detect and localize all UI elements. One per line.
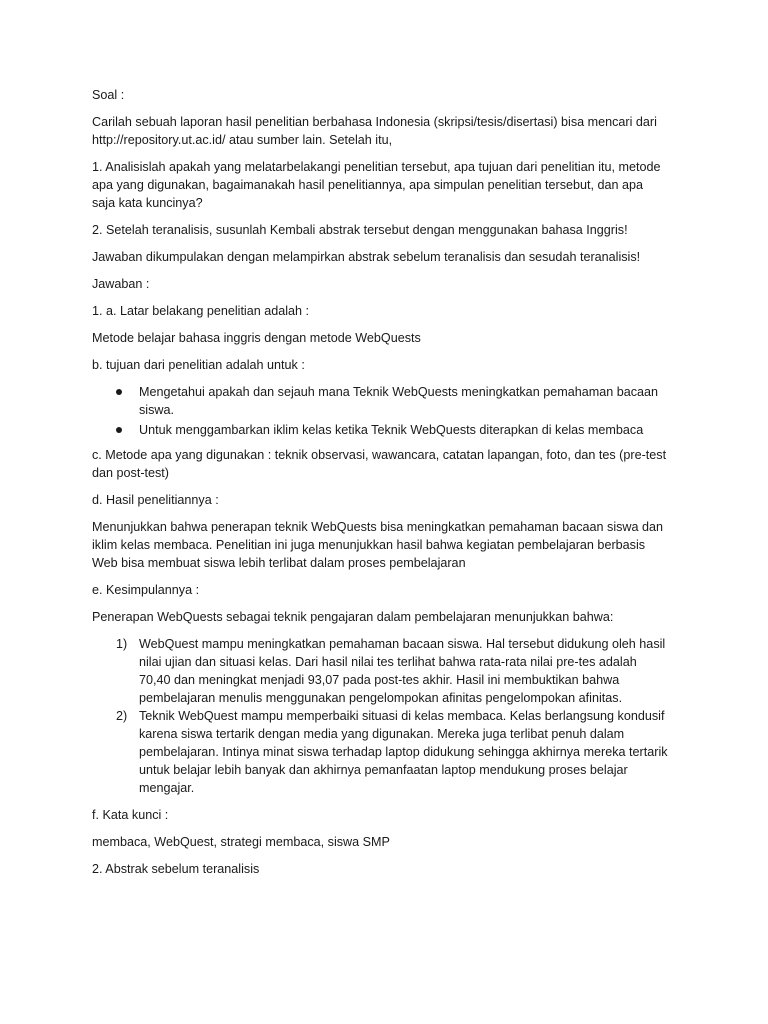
hasil-heading: d. Hasil penelitiannya :	[92, 493, 219, 507]
list-item: Untuk menggambarkan iklim kelas ketika Teknik WebQuests diterapkan di kelas membaca	[92, 421, 668, 439]
abstrak-heading: 2. Abstrak sebelum teranalisis	[92, 862, 260, 876]
tujuan-list	[92, 383, 668, 439]
list-item-text: WebQuest mampu meningkatkan pemahaman bacaan siswa. Hal tersebut didukung oleh hasil nilai ujian dan situasi kelas. Dari hasil nilai tes terlihat bahwa rata-rata nilai pre-tes adalah 70,40 dan meningkat menjadi 93,07 pada post-tes akhir. Hasil ini membuktikan bahwa pembelajaran menulis menggunakan pengelompokan afinitas pengelompokan afinitas.	[139, 637, 666, 705]
hasil-paragraph: Menunjukkan bahwa penerapan teknik WebQuests bisa meningkatkan pemahaman bacaan siswa dan iklim kelas membaca. Penelitian ini juga menunjukkan hasil bahwa kegiatan pembelajaran berbasis Web bisa membuat siswa lebih terlibat dalam proses pembelajaran	[92, 520, 664, 570]
tujuan-heading: b. tujuan dari penelitian adalah untuk :	[92, 358, 305, 372]
list-number: 1)	[116, 637, 128, 651]
kata-kunci-text: membaca, WebQuest, strategi membaca, siswa SMP	[92, 835, 390, 849]
kata-kunci-heading: f. Kata kunci :	[92, 808, 169, 822]
list-number: 2)	[116, 709, 128, 723]
list-item	[92, 707, 668, 797]
task-1-paragraph: 1. Analisislah apakah yang melatarbelakangi penelitian tersebut, apa tujuan dari penelitian itu, metode apa yang digunakan, bagaimanakah hasil penelitiannya, apa simpulan penelitian tersebut, dan apa saja kata kuncinya?	[92, 160, 661, 210]
jawaban-label: Jawaban :	[92, 277, 150, 291]
kesimpulan-list	[92, 635, 668, 797]
task-2-paragraph: 2. Setelah teranalisis, susunlah Kembali abstrak tersebut dengan menggunakan bahasa Inggris!	[92, 223, 628, 237]
list-item-text: Teknik WebQuest mampu memperbaiki situasi di kelas membaca. Kelas berlangsung kondusif karena siswa tertarik dengan media yang digunakan. Mereka juga terlibat penuh dalam pembelajaran. Intinya minat siswa terhadap laptop didukung sehingga akhirnya mereka tertarik untuk belajar lebih banyak dan akhirnya pemanfaatan laptop mendukung proses belajar mengajar.	[139, 709, 668, 795]
list-item: Mengetahui apakah dan sejauh mana Teknik WebQuests meningkatkan pemahaman bacaan siswa.	[92, 383, 668, 419]
kesimpulan-heading: e. Kesimpulannya :	[92, 583, 200, 597]
list-item	[92, 635, 668, 707]
latar-belakang-text: Metode belajar bahasa inggris dengan metode WebQuests	[92, 331, 421, 345]
metode-paragraph: c. Metode apa yang digunakan : teknik observasi, wawancara, catatan lapangan, foto, dan tes (pre-test dan post-test)	[92, 448, 667, 480]
kesimpulan-intro: Penerapan WebQuests sebagai teknik pengajaran dalam pembelajaran menunjukkan bahwa:	[92, 610, 614, 624]
submission-note: Jawaban dikumpulakan dengan melampirkan abstrak sebelum teranalisis dan sesudah teranalisis!	[92, 250, 641, 264]
latar-belakang-heading: 1. a. Latar belakang penelitian adalah :	[92, 304, 310, 318]
soal-label: Soal :	[92, 88, 125, 102]
instruction-paragraph: Carilah sebuah laporan hasil penelitian berbahasa Indonesia (skripsi/tesis/disertasi) bisa mencari dari http://repository.ut.ac.id/ atau sumber lain. Setelah itu,	[92, 115, 657, 147]
